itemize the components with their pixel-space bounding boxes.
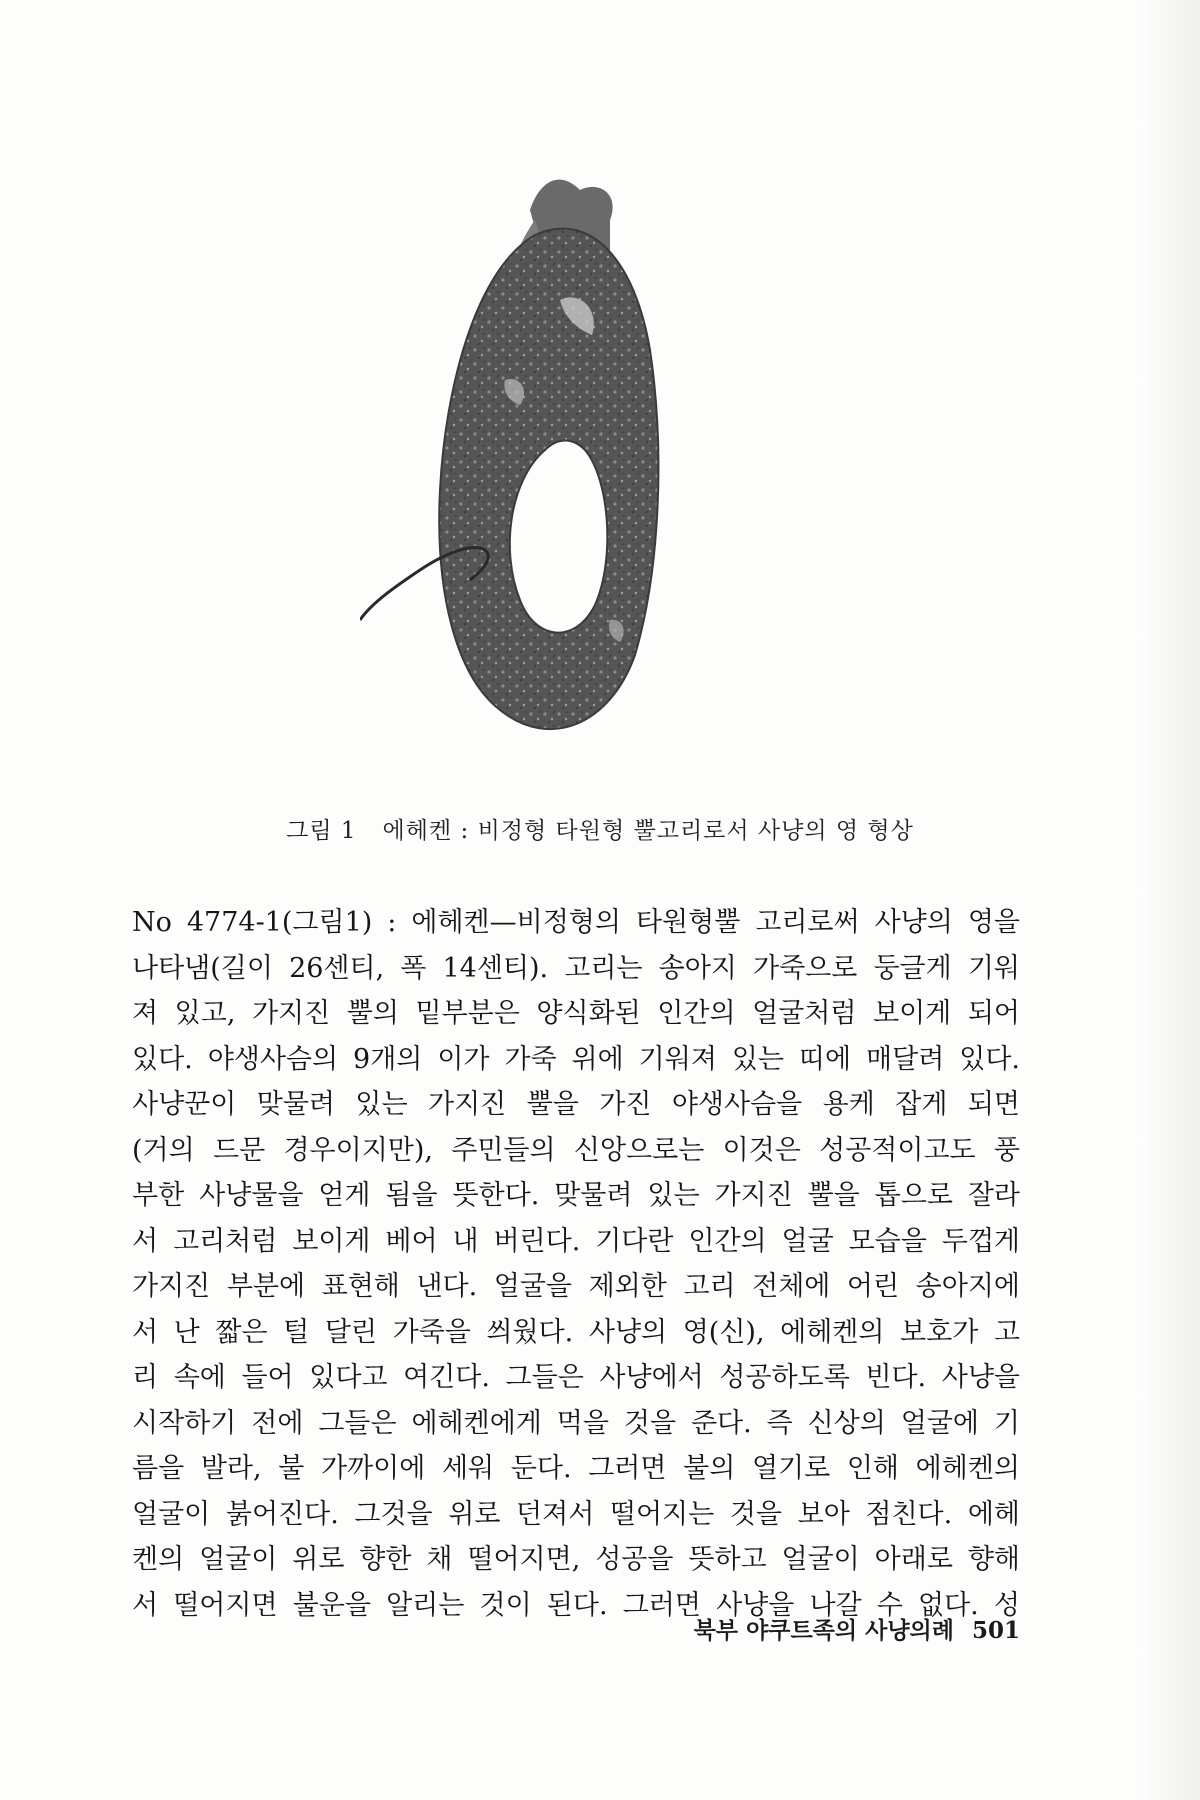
body-paragraphs: [132, 900, 1020, 1628]
text-line: 나타냄(길이 26센티, 폭 14센티). 고리는 송아지 가죽으로 둥글게 기워: [132, 952, 1020, 984]
page-number: 501: [971, 1617, 1020, 1644]
text-line: 얼굴이 붉어진다. 그것을 위로 던져서 떨어지는 것을 보아 점친다. 에헤: [132, 1498, 1020, 1530]
figure-caption: [0, 812, 1200, 845]
text-line: 서 난 짧은 털 달린 가죽을 씌웠다. 사냥의 영(신), 에헤켄의 보호가 고: [132, 1316, 1020, 1348]
text-line: No 4774-1(그림1) : 에헤켄—비정형의 타원형뿔 고리로써 사냥의 영을: [132, 907, 1020, 938]
text-line: 리 속에 들어 있다고 여긴다. 그들은 사냥에서 성공하도록 빈다. 사냥을: [132, 1362, 1020, 1393]
page-footer: [600, 1612, 1020, 1645]
running-title: 북부 야쿠트족의 사냥의례: [693, 1618, 954, 1644]
text-line: 서 고리처럼 보이게 베어 내 버린다. 기다란 인간의 얼굴 모습을 두껍게: [132, 1225, 1020, 1257]
text-line: 시작하기 전에 그들은 에헤켄에게 먹을 것을 준다. 즉 신상의 얼굴에 기: [132, 1407, 1020, 1439]
figure-label: 그림 1: [286, 818, 357, 844]
text-line: (거의 드문 경우이지만), 주민들의 신앙으로는 이것은 성공적이고도 풍: [132, 1134, 1020, 1166]
text-line: 부한 사냥물을 얻게 됨을 뜻한다. 맞물려 있는 가지진 뿔을 톱으로 잘라: [132, 1180, 1020, 1211]
text-line: 사냥꾼이 맞물려 있는 가지진 뿔을 가진 야생사슴을 용케 잡게 되면: [132, 1089, 1020, 1120]
text-line: 져 있고, 가지진 뿔의 밑부분은 양식화된 인간의 얼굴처럼 보이게 되어: [132, 998, 1020, 1029]
text-line: 서 떨어지면 불운을 알리는 것이 된다. 그러면 사냥을 나갈 수 없다. 성: [132, 1589, 1020, 1621]
text-line: 있다. 야생사슴의 9개의 이가 가죽 위에 기워져 있는 띠에 매달려 있다.: [132, 1043, 1020, 1075]
page-edge-shadow: [1140, 0, 1200, 1800]
text-line: 켄의 얼굴이 위로 향한 채 떨어지면, 성공을 뜻하고 얼굴이 아래로 향해: [132, 1544, 1020, 1575]
text-line: 름을 발라, 불 가까이에 세워 둔다. 그러면 불의 열기로 인해 에헤켄의: [132, 1453, 1020, 1484]
text-line: 가지진 부분에 표현해 낸다. 얼굴을 제외한 고리 전체에 어린 송아지에: [132, 1271, 1020, 1302]
figure-caption-text: 에헤켄 : 비정형 타원형 뿔고리로서 사냥의 영 형상: [382, 818, 914, 844]
figure-photo-ehekhen: [360, 150, 780, 810]
